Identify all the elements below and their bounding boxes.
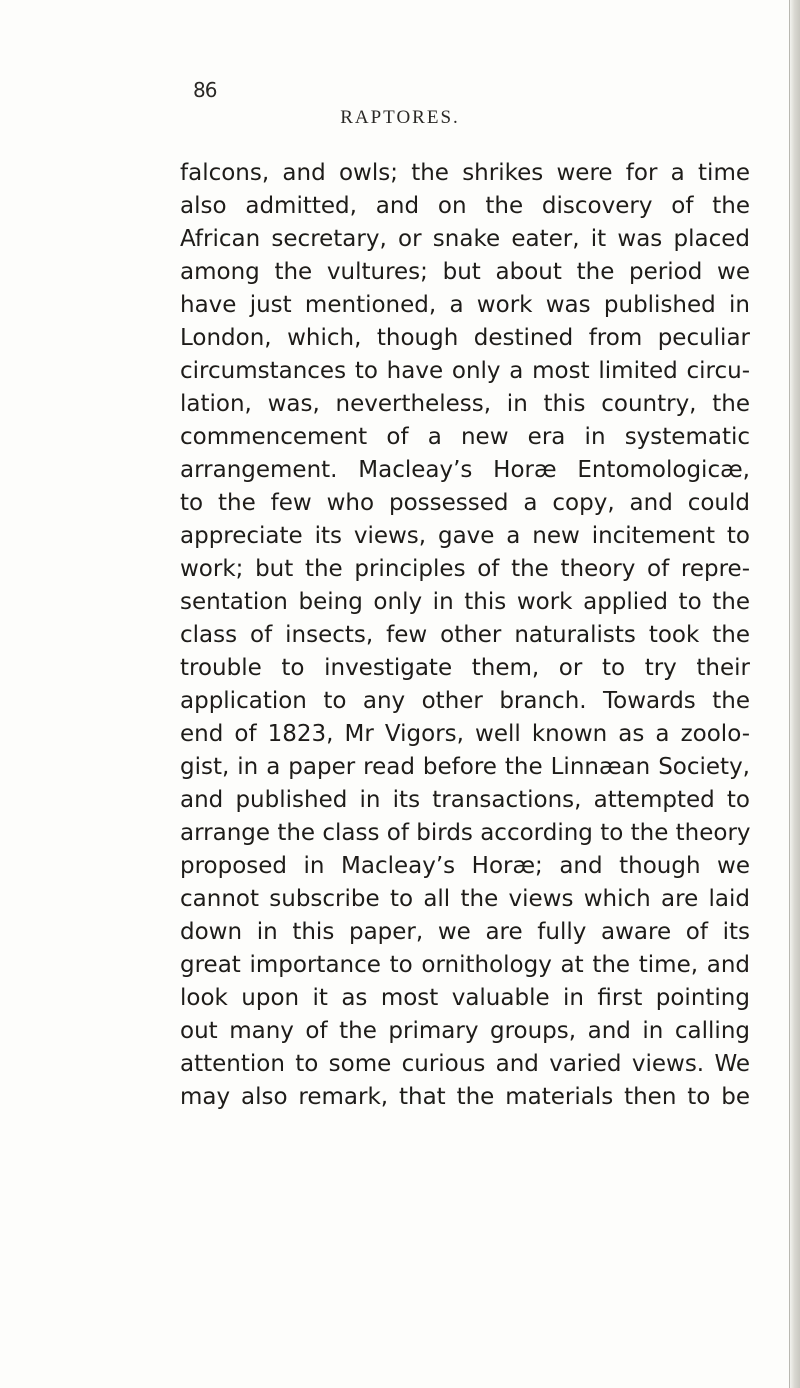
text-line: proposed in Macleay’s Horæ; and though we <box>180 853 750 879</box>
text-line: lation, was, nevertheless, in this country, the <box>180 391 750 417</box>
text-line: trouble to investigate them, or to try their <box>180 655 750 681</box>
text-line: have just mentioned, a work was published in <box>180 292 750 318</box>
text-line: circumstances to have only a most limited circu- <box>180 358 750 384</box>
body-paragraph <box>180 157 750 1114</box>
text-line: among the vultures; but about the period we <box>180 259 750 285</box>
text-line: work; but the principles of the theory of repre- <box>180 556 750 582</box>
text-line: London, which, though destined from peculiar <box>180 325 750 351</box>
text-line: appreciate its views, gave a new incitement to <box>180 523 750 549</box>
text-line: gist, in a paper read before the Linnæan Society, <box>180 754 750 780</box>
text-line: arrangement. Macleay’s Horæ Entomologicæ, <box>180 457 750 483</box>
text-line: end of 1823, Mr Vigors, well known as a zoolo- <box>180 721 750 747</box>
text-line: falcons, and owls; the shrikes were for a time <box>180 160 750 186</box>
text-line: arrange the class of birds according to the theory <box>180 820 751 846</box>
text-line: sentation being only in this work applied to the <box>180 589 750 615</box>
text-line: class of insects, few other naturalists took the <box>180 622 750 648</box>
text-line: cannot subscribe to all the views which are laid <box>180 886 750 912</box>
page-number: 86 <box>193 78 217 102</box>
text-line: down in this paper, we are fully aware of its <box>180 919 750 945</box>
text-line: great importance to ornithology at the time, and <box>180 952 750 978</box>
text-line: commencement of a new era in systematic <box>180 424 750 450</box>
text-line: also admitted, and on the discovery of the <box>180 193 750 219</box>
text-line: to the few who possessed a copy, and could <box>180 490 750 516</box>
text-line: may also remark, that the materials then to be <box>180 1084 750 1110</box>
page-edge-shadow <box>790 0 800 1388</box>
text-line: attention to some curious and varied views. We <box>180 1051 750 1077</box>
running-head: RAPTORES. <box>340 107 460 128</box>
text-line: African secretary, or snake eater, it was placed <box>180 226 750 252</box>
text-line: and published in its transactions, attempted to <box>180 787 750 813</box>
text-line: look upon it as most valuable in first pointing <box>180 985 750 1011</box>
text-line: application to any other branch. Towards the <box>180 688 750 714</box>
text-line: out many of the primary groups, and in calling <box>180 1018 750 1044</box>
